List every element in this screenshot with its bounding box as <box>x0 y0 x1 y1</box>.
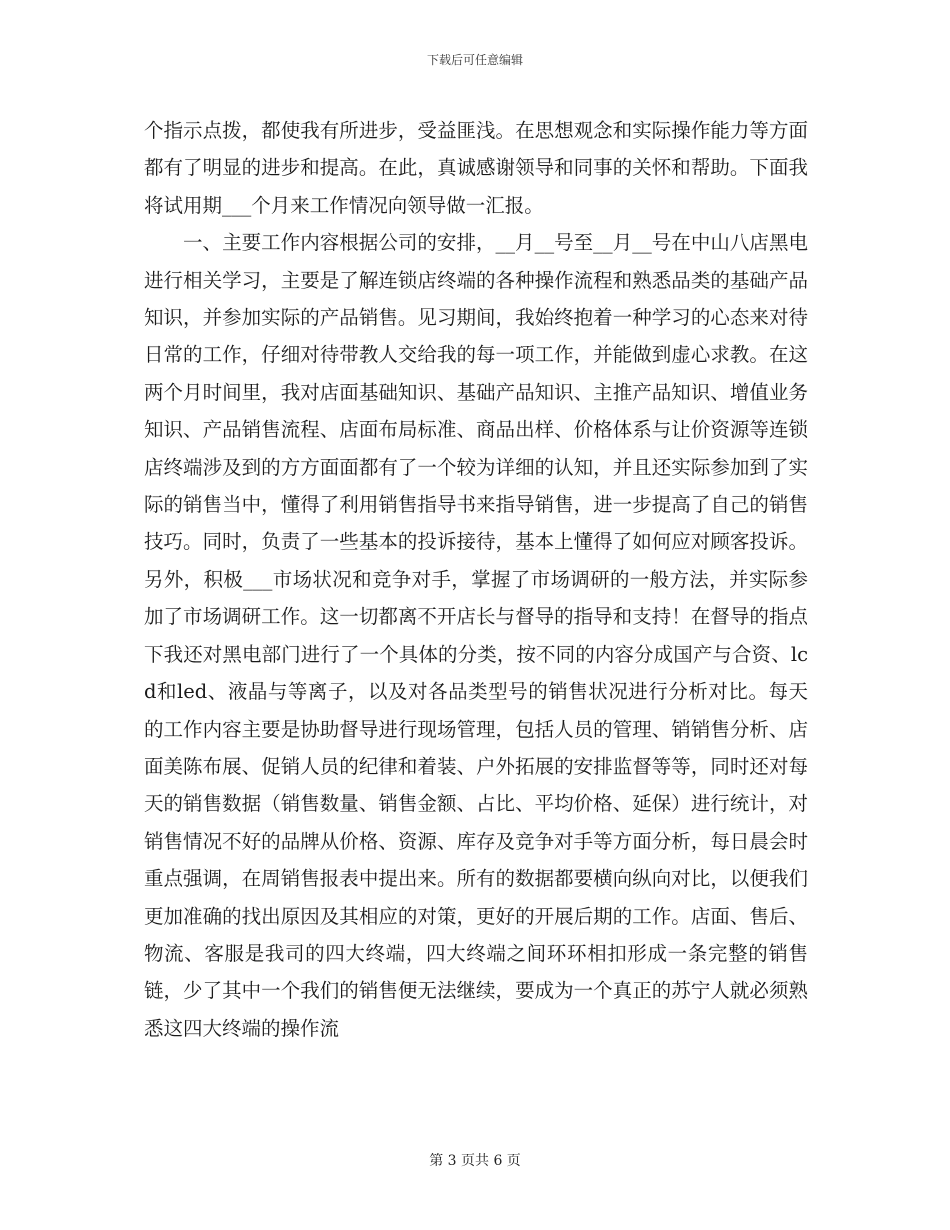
body-paragraph: 一、主要工作内容根据公司的安排，__月__号至__月__号在中山八店黑电进行相关学习，主要是了解连锁店终端的各种操作流程和熟悉品类的基础产品知识，并参加实际的产品销售。见习期间，我始终抱着一种学习的心态来对待日常的工作，仔细对待带教人交给我的每一项工作，并能做到虚心求教。在这两个月时间里，我对店面基础知识、基础产品知识、主推产品知识、增值业务知识、产品销售流程、店面布局标准、商品出样、价格体系与让价资源等连锁店终端涉及到的方方面面都有了一个较为详细的认知，并且还实际参加到了实际的销售当中，懂得了利用销售指导书来指导销售，进一步提高了自己的销售技巧。同时，负责了一些基本的投诉接待，基本上懂得了如何应对顾客投诉。另外，积极___市场状况和竞争对手，掌握了市场调研的一般方法，并实际参加了市场调研工作。这一切都离不开店长与督导的指导和支持！在督导的指点下我还对黑电部门进行了一个具体的分类，按不同的内容分成国产与合资、lcd和led、液晶与等离子，以及对各品类型号的销售状况进行分析对比。每天的工作内容主要是协助督导进行现场管理，包括人员的管理、销销售分析、店面美陈布展、促销人员的纪律和着装、户外拓展的安排监督等等，同时还对每天的销售数据（销售数量、销售金额、占比、平均价格、延保）进行统计，对销售情况不好的品牌从价格、资源、库存及竞争对手等方面分析，每日晨会时重点强调，在周销售报表中提出来。所有的数据都要横向纵向对比，以便我们更加准确的找出原因及其相应的对策，更好的开展后期的工作。店面、售后、物流、客服是我司的四大终端，四大终端之间环环相扣形成一条完整的销售链，少了其中一个我们的销售便无法继续，要成为一个真正的苏宁人就必须熟悉这四大终端的操作流 <box>144 231 808 1040</box>
body-paragraph: 个指示点拨，都使我有所进步，受益匪浅。在思想观念和实际操作能力等方面都有了明显的进步和提高。在此，真诚感谢领导和同事的关怀和帮助。下面我将试用期___个月来工作情况向领导做一汇报。 <box>144 119 808 217</box>
page-footer: 第 3 页共 6 页 <box>429 1153 521 1169</box>
document-body <box>144 112 808 1047</box>
page-header: 下载后可任意编辑 <box>426 53 523 67</box>
